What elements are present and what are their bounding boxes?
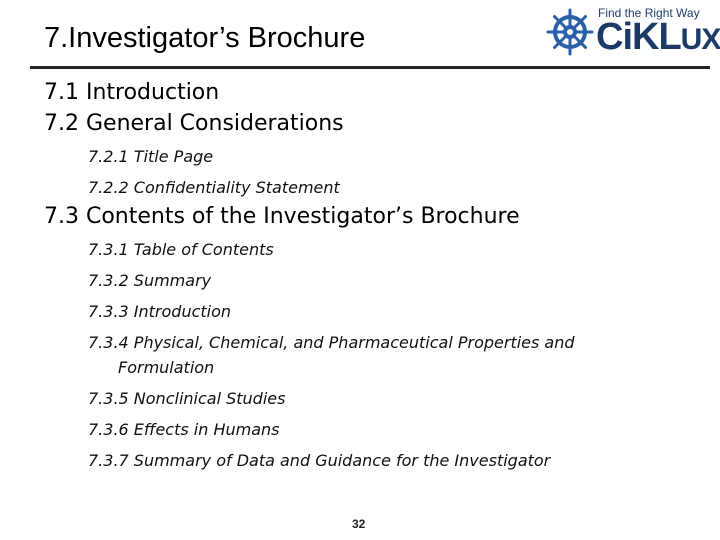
outline-subitem: 7.2.2 Confidentiality Statement xyxy=(88,178,340,197)
logo-wordmark-main: CiKL xyxy=(596,16,681,58)
logo-tagline: Find the Right Way xyxy=(598,6,700,20)
outline-subitem: 7.3.1 Table of Contents xyxy=(88,240,274,259)
outline-subitem: 7.2.1 Title Page xyxy=(88,147,214,166)
outline-item: 7.3 Contents of the Investigator’s Brochure xyxy=(44,204,520,229)
logo-wordmark-tail: UX xyxy=(680,23,720,56)
outline-subitem-continuation: Formulation xyxy=(118,358,215,377)
page-number: 32 xyxy=(352,517,366,531)
outline-subitem: 7.3.2 Summary xyxy=(88,271,212,290)
outline-subitem: 7.3.7 Summary of Data and Guidance for the Investigator xyxy=(88,451,551,470)
outline-subitem: 7.3.4 Physical, Chemical, and Pharmaceutical Properties and xyxy=(88,333,575,352)
outline-subitem: 7.3.3 Introduction xyxy=(88,302,232,321)
outline-subitem: 7.3.5 Nonclinical Studies xyxy=(88,389,286,408)
outline-item: 7.1 Introduction xyxy=(44,80,220,105)
outline-item: 7.2 General Considerations xyxy=(44,111,344,136)
outline-subitem: 7.3.6 Effects in Humans xyxy=(88,420,280,439)
slide-title: 7.Investigator’s Brochure xyxy=(44,22,366,54)
